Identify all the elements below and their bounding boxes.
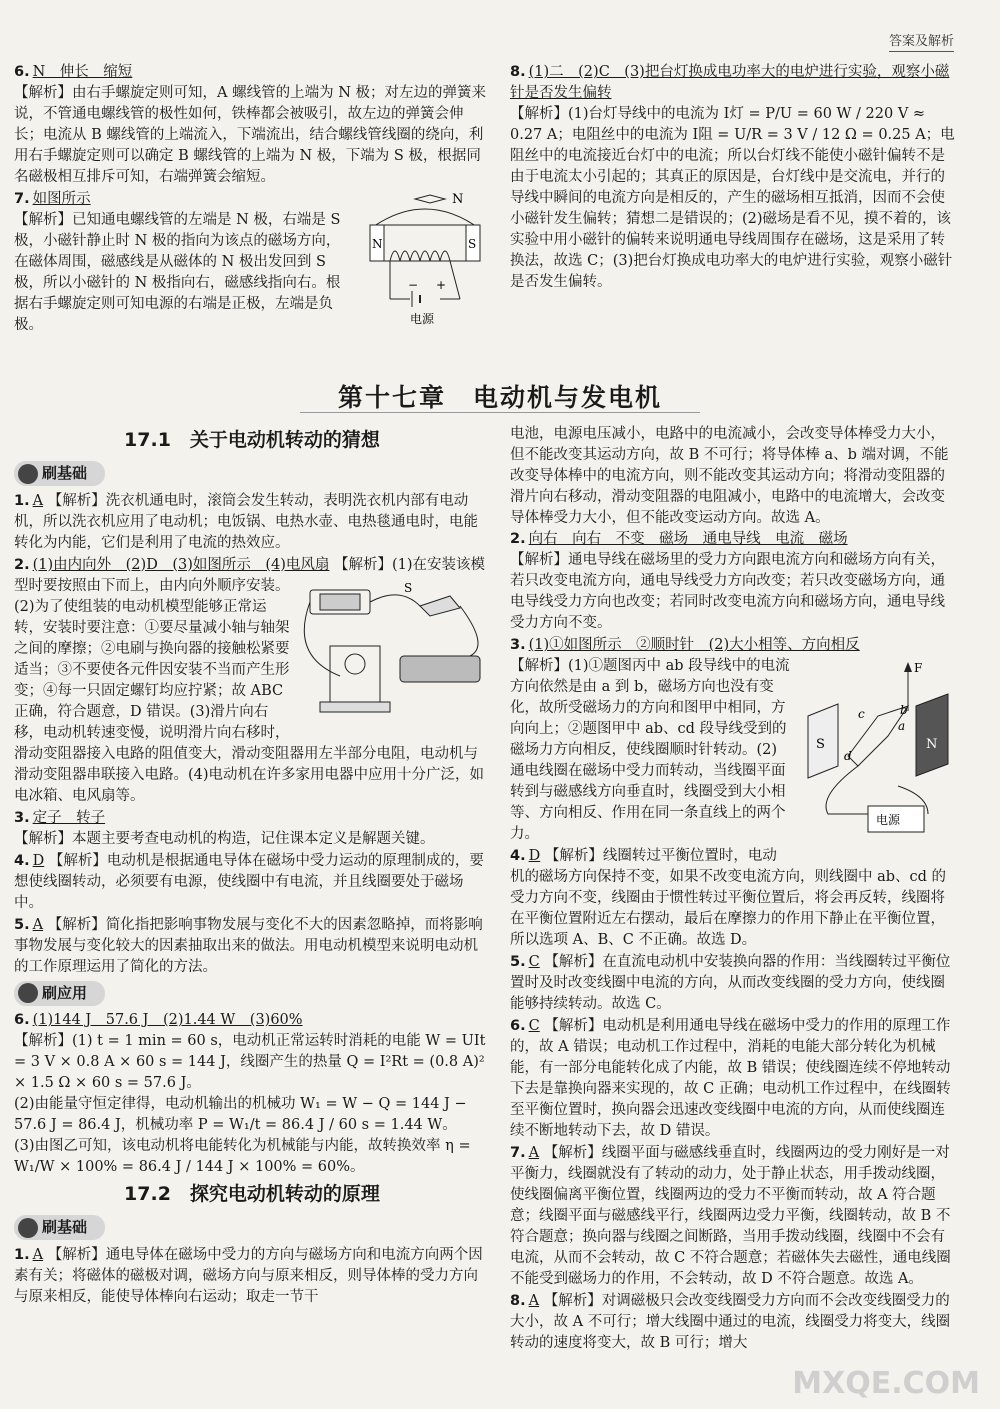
explanation: 【解析】已知通电螺线管的左端是 N 极，右端是 S 极，小磁针静止时 N 极的指向为该点的磁场方向，在磁体周围，磁感线是从磁体的 N 极出发回到 S 极，所以小磁针的 N 极指向右，磁感线指向右。根据右手螺旋定则可知电源的右端是正极，左端是负极。: [14, 212, 341, 333]
answer-item: 2. 向右 向右 不变 磁场 通电导线 电流 磁场 【解析】通电导线在磁场里的受力方向跟电流方向和磁场方向有关，若只改变电流方向，通电导线受力方向改变；若只改变磁场方向，通电导线受力方向也改变；若同时改变电流方向和磁场方向，通电导线受力方向不变。: [510, 531, 945, 631]
brush-icon: [18, 464, 38, 484]
svg-text:+: +: [436, 278, 447, 292]
chapter-divider: [300, 412, 700, 413]
svg-text:S: S: [816, 737, 825, 752]
answer-item: 5. C 【解析】在直流电动机中安装换向器的作用：当线圈转过平衡位置时及时改变线圈中电流的方向，从而改变线圈的受力方向，使线圈能够持续转动。故选 C。: [510, 954, 951, 1012]
svg-text:N: N: [926, 737, 938, 752]
svg-text:a: a: [898, 719, 906, 733]
practice-badge: 刷基础: [14, 1215, 105, 1240]
section-title: 17.1 关于电动机转动的猜想: [124, 429, 380, 451]
site-watermark: MXQE.COM: [792, 1366, 980, 1401]
solenoid-figure: [360, 189, 490, 329]
answer-item: 4. D 【解析】线圈转过平衡位置时，电动机的磁场方向保持不变，如果不改变电流方向，则线圈中 ab、cd 的受力方向不变，线圈由于惯性转过平衡位置后，将会再反转，线圈将在平衡位置附近左右摆动，最后在摩擦力的作用下静止在平衡位置，所以选项 A、B、C 不正确。故选 D。: [510, 848, 947, 948]
svg-text:电源: 电源: [876, 813, 901, 827]
svg-text:S: S: [468, 237, 477, 251]
svg-text:F: F: [914, 661, 923, 675]
answer-item: 6. C 【解析】电动机是利用通电导线在磁场中受力的作用的原理工作的，故 A 错误；电动机工作过程中，消耗的电能大部分转化为机械能，有一部分电能转化成了内能，故 B 错误；使线圈连续不停地转动下去是靠换向器来实现的，故 C 正确；电动机工作过程中，在线圈转至平衡位置时，换向器会迅速改变线圈中电流的方向，从而使线圈连续不断地转动下去，故 D 错误。: [510, 1018, 951, 1139]
explanation: 【解析】通电导体在磁场中受力的方向与磁场方向和电流方向两个因素有关；将磁体的磁极对调，磁场方向与原来相反，则导体棒的受力方向与原来相反，能使导体棒向右运动；取走一节干: [14, 1246, 483, 1305]
answer-item: 8. A 【解析】对调磁极只会改变线圈受力方向而不会改变线圈受力的大小，故 A 不可行；增大线圈中通过的电流，线圈受力将变大，线圈转动的速度将变大，故 B 可行；增大: [510, 1293, 951, 1351]
explanation: 【解析】本题主要考查电动机的构造，记住课本定义是解题关键。: [14, 830, 435, 847]
answer-item: 1. A 【解析】洗衣机通电时，滚筒会发生转动，表明洗衣机内部有电动机，所以洗衣机应用了电动机；电饭锅、电热水壶、电热毯通电时，电能转化为内能，它们是利用了电流的热效应。: [14, 492, 478, 551]
svg-text:电源: 电源: [410, 312, 435, 326]
answer-item: 7. A 【解析】线圈平面与磁感线垂直时，线圈两边的受力刚好是一对平衡力，线圈就没有了转动的动力，处于静止状态，用手拨动线圈，使线圈偏离平衡位置，线圈两边的受力不平衡而转动，故 A 符合题意；线圈平面与磁感线平行，线圈两边受力平衡，线圈转动，故 B 不符合题意；换向器与线圈之间断路，当用手拨动线圈，线圈中不会有电流，从而不会转动，故 C 不符合题意；若磁体失去磁性，通电线圈不能受到磁场力的作用，不会转动，故 D 不符合题意。故选 A。: [510, 1145, 951, 1287]
answer-item: 5. A 【解析】简化指把影响事物发展与变化不大的因素忽略掉，而将影响事物发展与变化较大的因素抽取出来的做法。用电动机模型来说明电动机的工作原理运用了简化的方法。: [14, 916, 483, 975]
right-column-lower: [510, 424, 958, 1355]
explanation: 【解析】简化指把影响事物发展与变化不大的因素忽略掉，而将影响事物发展与变化较大的因素抽取出来的做法。用电动机模型来说明电动机的工作原理运用了简化的方法。: [14, 916, 483, 975]
svg-text:N: N: [372, 237, 383, 251]
left-column-lower: [14, 424, 490, 1309]
motor-model-figure: [300, 576, 490, 726]
answer-item: 4. D 【解析】电动机是根据通电导体在磁场中受力运动的原理制成的，要想使线圈转动，必须要有电源，使线圈中有电流，并且线圈要处于磁场中。: [14, 852, 484, 911]
answer-item: 6. (1)144 J 57.6 J (2)1.44 W (3)60% 【解析】(1) t = 1 min = 60 s，电动机正常运转时消耗的电能 W = UIt = 3 V × 0.8 A × 60 s = 144 J，线圈产生的热量 Q = I²Rt = (0.8 A)² × 1.5 Ω × 60 s = 57.6 J。 (2)由能量守恒定律得，电动机输出的机械功 W₁ = W − Q = 144 J − 57.6 J = 86.4 J，机械功率 P = W₁/t = 86.4 J / 60 s = 1.44 W。 (3)由图乙可知，该电动机将电能转化为机械能与内能，故转换效率 η = W₁/W × 100% = 86.4 J / 144 J × 100% = 60%。: [14, 1012, 486, 1175]
svg-text:c: c: [858, 707, 865, 721]
svg-text:b: b: [900, 703, 908, 717]
explanation: 【解析】(1)在安装该模型时要按照由下而上，由内向外顺序安装。(2)为了使组装的电动机模型能够正常运转，安装时要注意：①要尽量减小轴与轴架之间的摩擦；②电刷与换向器的接触松紧要适当；③不要使各元件因安装不当而产生形变；④每一只固定螺钉均应拧紧；故 ABC 正确，符合题意，D 错误。(3)滑片向右移，电动机转速变慢，说明滑片向右移时，滑动变阻器接入电路的阻值变大，滑动变阻器用左半部分电阻，电动机与滑动变阻器串联接入电路。(4)电动机在许多家用电器中应用十分广泛，如电冰箱、电风扇等。: [14, 556, 486, 804]
brush-icon: [18, 1218, 38, 1238]
coil-figure: [798, 656, 958, 846]
explanation: 【解析】洗衣机通电时，滚筒会发生转动，表明洗衣机内部有电动机，所以洗衣机应用了电动机；电饭锅、电热水壶、电热毯通电时，电能转化为内能，它们是利用了电流的热效应。: [14, 492, 478, 551]
left-column: [14, 62, 490, 337]
answer-item: 3. 定子 转子 【解析】本题主要考查电动机的构造，记住课本定义是解题关键。: [14, 808, 490, 850]
answer-item: [14, 189, 490, 336]
brush-icon: [18, 983, 38, 1003]
section-title: 17.2 探究电动机转动的原理: [124, 1183, 380, 1205]
explanation: 【解析】电动机是根据通电导体在磁场中受力运动的原理制成的，要想使线圈转动，必须要有电源，使线圈中有电流，并且线圈要处于磁场中。: [14, 852, 484, 911]
practice-badge: 刷基础: [14, 461, 105, 486]
answer-item: 8. (1)二 (2)C (3)把台灯换成电功率大的电炉进行实验，观察小磁针是否发生偏转 【解析】(1)台灯导线中的电流为 I灯 = P/U = 60 W / 220 V ≈ 0.27 A；电阻丝中的电流为 I阻 = U/R = 3 V / 12 Ω = 0.25 A；电阻丝中的电流接近台灯中的电流；所以台灯线不能使小磁针偏转不是由于电流太小引起的；其真正的原因是，台灯线中是交流电，并行的导线中瞬间的电流方向是相反的，产生的磁场相互抵消，因而不会使小磁针发生偏转；猜想二是错误的；(2)磁场是看不见，摸不着的，该实验中用小磁针的偏转来说明通电导线周围存在磁场，这是采用了转换法，故选 C；(3)把台灯换成电功率大的电炉进行实验，观察小磁针是否发生偏转。: [510, 64, 955, 290]
answer-item: 1. A 【解析】通电导体在磁场中受力的方向与磁场方向和电流方向两个因素有关；将磁体的磁极对调，磁场方向与原来相反，则导体棒的受力方向与原来相反，能使导体棒向右运动；取走一节干: [14, 1246, 483, 1305]
continued-text: 电池，电源电压减小，电路中的电流减小，会改变导体棒受力大小，但不能改变其运动方向，故 B 不可行；将导体棒 a、b 端对调，不能改变导体棒中的电流方向，则不能改变其运动方向；将滑动变阻器的滑片向右移动，滑动变阻器的电阻减小，电路中的电流增大，会改变导体棒受力大小，但不能改变运动方向。故选 A。: [510, 426, 949, 526]
fig-label: N: [452, 192, 464, 207]
question-number: 7.: [14, 191, 30, 207]
svg-text:S: S: [404, 580, 413, 595]
answer-text: N 伸长 缩短: [32, 64, 133, 80]
page-header: 答案及解析: [889, 30, 954, 52]
answer-item: 3. (1)①如图所示 ②顺时针 (2)大小相等、方向相反 F S N c b a d 电源 【解析】(1)①题图丙中 ab 段导线中的电流方向依然是由 a 到 b，磁场方向也没有变化，故所受磁场力的方向和图甲中相同，方向向上；②题图甲中 ab、cd 段导线受到的磁场力方向相反，使线圈顺时针转动。(2)通电线圈在磁场中受力而转动，当线圈平面转到与磁感线方向垂直时，线圈受到大小相等、方向相反、作用在同一条直线上的两个力。: [510, 635, 958, 845]
practice-badge: 刷应用: [14, 981, 105, 1006]
chapter-title: 第十七章 电动机与发电机: [337, 383, 662, 412]
answer-item: [14, 62, 490, 188]
question-number: 6.: [14, 64, 30, 80]
answer-text: 如图所示: [32, 191, 91, 207]
svg-text:d: d: [844, 749, 852, 763]
svg-text:−: −: [408, 278, 419, 292]
right-column: [510, 62, 958, 294]
explanation: 【解析】由右手螺旋定则可知，A 螺线管的上端为 N 极；对左边的弹簧来说，不管通电螺线管的极性如何，铁棒都会被吸引，故左边的弹簧会伸长；电流从 B 螺线管的上端流入，下端流出，结合螺线管线圈的绕向，利用右手螺旋定则可以确定 B 螺线管的上端为 N 极，下端为 S 极，根据同名磁极相互排斥可知，右端弹簧会缩短。: [14, 85, 486, 185]
answer-item: 2. (1)由内向外 (2)D (3)如图所示 (4)电风扇 S 【解析】(1)在安装该模型时要按照由下而上，由内向外顺序安装。(2)为了使组装的电动机模型能够正常运转，安装时要注意：①要尽量减小轴与轴架之间的摩擦；②电刷与换向器的接触松紧要适当；③不要使各元件因安装不当而产生形变；④每一只固定螺钉均应拧紧；故 ABC 正确，符合题意，D 错误。(3)滑片向右移，电动机转速变慢，说明滑片向右移时，滑动变阻器接入电路的阻值变大，滑动变阻器用左半部分电阻，电动机与滑动变阻器串联接入电路。(4)电动机在许多家用电器中应用十分广泛，如电冰箱、电风扇等。: [14, 555, 490, 807]
